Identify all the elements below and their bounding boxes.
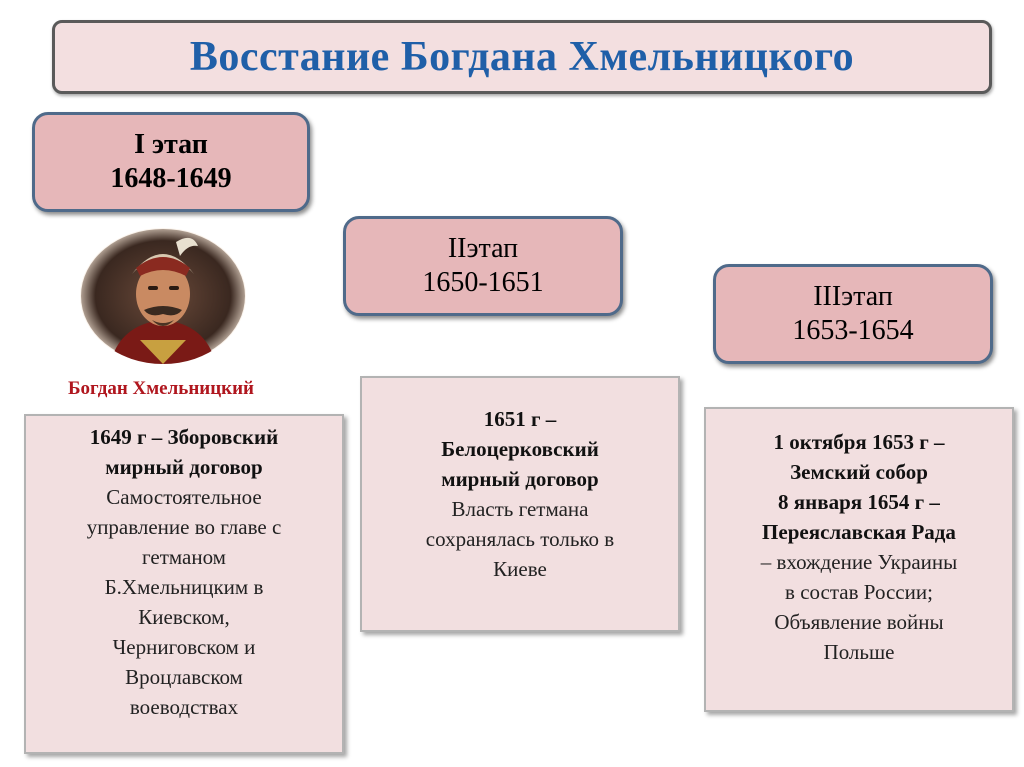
stage-1-card — [24, 414, 344, 754]
card-3-heading-line: Переяславская Рада — [762, 520, 956, 544]
card-1-heading-line: 1649 г – Зборовский — [89, 425, 279, 449]
card-1-body-line: управление во главе с — [86, 515, 282, 539]
khmelnytsky-portrait — [80, 228, 246, 364]
portrait-caption: Богдан Хмельницкий — [67, 378, 255, 399]
card-3-body-line: в состав России; — [785, 580, 933, 604]
stage-2-years: 1650-1651 — [422, 267, 544, 298]
card-1-body-line: Киевском, — [138, 605, 230, 629]
title-box — [52, 20, 992, 94]
card-2-body-line: Власть гетмана — [451, 497, 589, 521]
card-3-heading-line: Земский собор — [790, 460, 928, 484]
stage-3-card — [704, 407, 1014, 712]
card-3-body-line: Объявление войны — [774, 610, 944, 634]
card-1-body-line: гетманом — [142, 545, 226, 569]
stage-1-years: 1648-1649 — [110, 163, 232, 194]
card-3-body-line: – вхождение Украины — [760, 550, 958, 574]
stage-3-name: IIIэтап — [813, 281, 893, 312]
stage-1-name: I этап — [134, 129, 208, 160]
portrait-image — [80, 228, 246, 364]
card-1-body-line: Самостоятельное — [106, 485, 262, 509]
card-2-heading-line: Белоцерковский — [441, 437, 599, 461]
card-2-heading-line: 1651 г – — [483, 407, 557, 431]
card-3-body-line: Польше — [823, 640, 895, 664]
card-1-body-line: Вроцлавском — [125, 665, 243, 689]
card-3-heading-line: 1 октября 1653 г – — [773, 430, 945, 454]
card-1-body-line: воеводствах — [129, 695, 239, 719]
card-2-body-line: Киеве — [493, 557, 547, 581]
stage-3-years: 1653-1654 — [792, 315, 914, 346]
stage-2-name: IIэтап — [447, 233, 519, 264]
card-1-heading-line: мирный договор — [105, 455, 263, 479]
card-2-heading-line: мирный договор — [441, 467, 599, 491]
page-title: Восстание Богдана Хмельницкого — [189, 34, 855, 80]
stage-3-box — [713, 264, 993, 364]
card-2-body-line: сохранялась только в — [425, 527, 615, 551]
stage-2-card — [360, 376, 680, 632]
stage-2-box — [343, 216, 623, 316]
card-1-body-line: Черниговском и — [112, 635, 256, 659]
card-3-heading-line: 8 января 1654 г – — [778, 490, 940, 514]
card-1-body-line: Б.Хмельницким в — [104, 575, 264, 599]
stage-1-box — [32, 112, 310, 212]
